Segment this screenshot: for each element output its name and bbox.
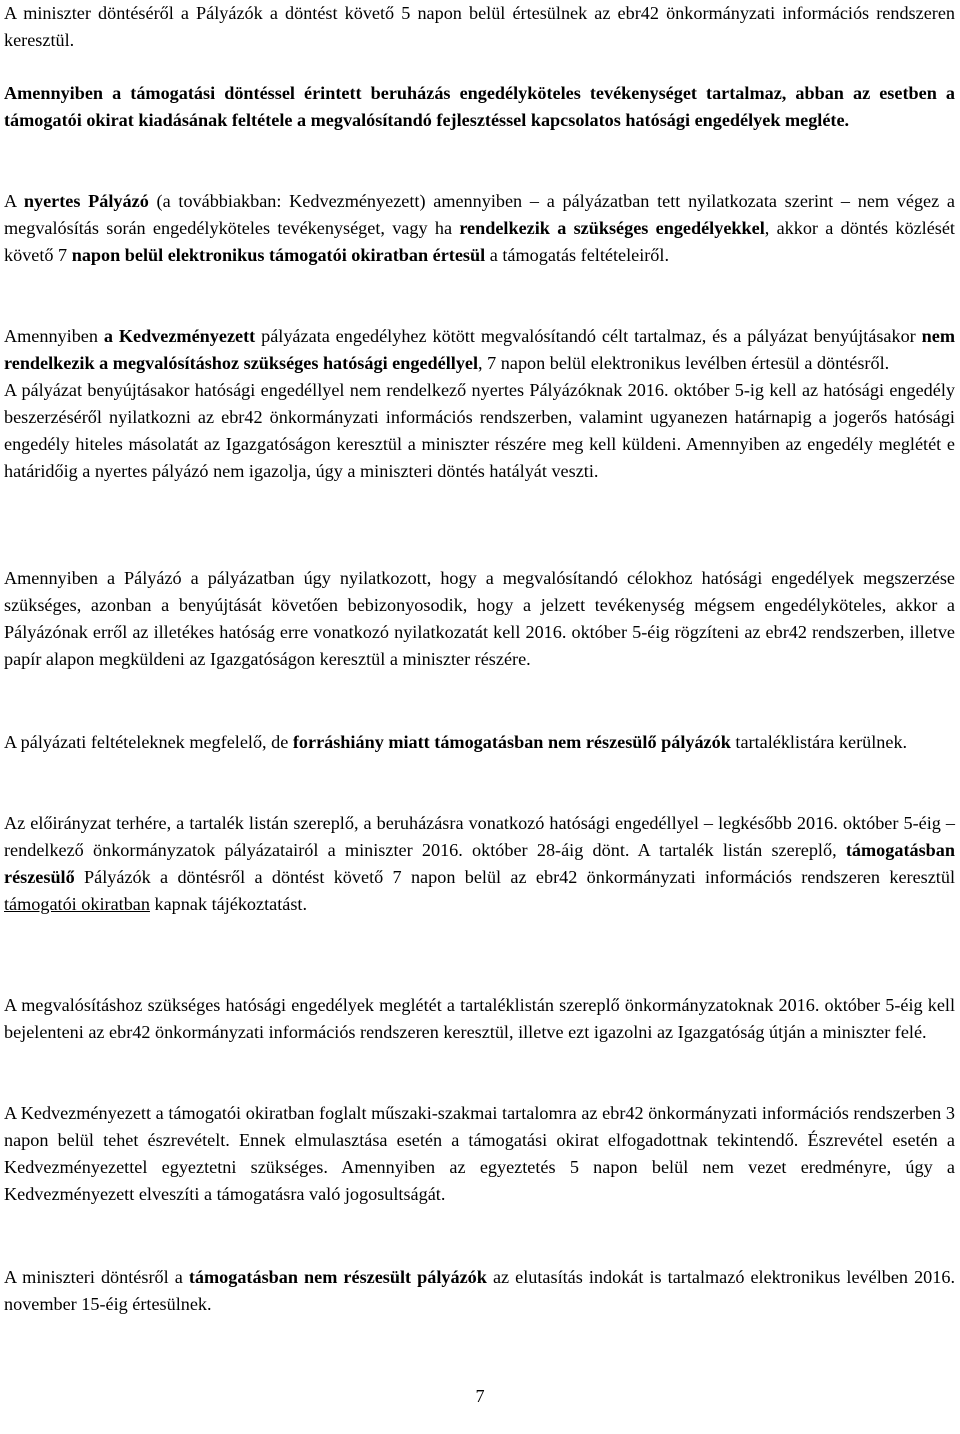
text-run: A [4,191,24,211]
text-run: A pályázati feltételeknek megfelelő, de [4,732,293,752]
paragraph-permit-requirement [4,80,955,134]
paragraph-no-permit-needed: Amennyiben a Pályázó a pályázatban úgy nyilatkozott, hogy a megvalósítandó célokhoz hatósági engedélyek megszerzése szükséges, azonban a benyújtását követően bebizonyosodik, hogy a jelzett tevékenység mégsem engedélyköteles, akkor a Pályázónak erről az illetékes hatóság erre vonatkozó nyilatkozatát kell 2016. október 5-éig rögzíteni az ebr42 rendszerben, illetve papír alapon megküldeni az Igazgatóságon keresztül a miniszter részére. [4,568,955,669]
text-run: tartaléklistára kerülnek. [730,732,908,752]
bold-text: támogatásban nem részesült pályázók [188,1267,487,1287]
paragraph-reserve-decision [4,810,955,918]
text-run: kapnak tájékoztatást. [149,894,308,914]
text-run: Pályázók a döntésről a döntést követő 7 napon belül az ebr42 önkormányzati információs rendszeren keresztül [74,867,955,887]
bold-text: rendelkezik a szükséges engedélyekkel [459,218,765,238]
bold-text: Amennyiben a támogatási döntéssel érintett beruházás engedélyköteles tevékenységet tartalmaz, abban az esetben a támogatói okirat kiadásának feltétele a megvalósítandó fejlesztéssel kapcsolatos hatósági engedélyek megléte. [4,83,955,130]
text-run: a támogatás feltételeiről. [485,245,669,265]
underlined-text: támogatói okiratban [4,894,150,914]
paragraph-winning-applicant [4,188,955,269]
bold-text: támogatásban részesülő [4,840,955,887]
text-run: , akkor a döntés közlését követő 7 [4,218,955,265]
bold-text: forráshiány miatt támogatásban nem részesülő pályázók [292,732,731,752]
text-run: , 7 napon belül elektronikus levélben értesül a döntésről. [478,353,890,373]
page-number: 7 [475,1386,485,1406]
text-run: Amennyiben [4,326,104,346]
bold-text: nyertes Pályázó [23,191,149,211]
text-run: A pályázat benyújtásakor hatósági engedéllyel nem rendelkező nyertes Pályázóknak 2016. október 5-ig kell az hatósági engedély beszerzéséről nyilatkozni az ebr42 önkormányzati információs rendszerben, valamint ugyanezen határnapig a jogerős hatósági engedély hiteles másolatát az Igazgatóságon keresztül a miniszter részére meg kell küldeni. Amennyiben az engedély meglétét e határidőig a nyertes pályázó nem igazolja, úgy a miniszteri döntés hatályát veszti. [4,380,955,481]
paragraph-reserve-permits: A megvalósításhoz szükséges hatósági engedélyek meglétét a tartaléklistán szereplő önkormányzatoknak 2016. október 5-éig kell bejelenteni az ebr42 önkormányzati információs rendszeren keresztül, illetve ezt igazolni az Igazgatóság útján a miniszter felé. [4,995,955,1042]
text-run: pályázata engedélyhez kötött megvalósítandó célt tartalmaz, és a pályázat benyújtásakor [255,326,922,346]
text-run: A miniszteri döntésről a [4,1267,189,1287]
bold-text: nem rendelkezik a megvalósításhoz szükséges hatósági engedéllyel [4,326,955,373]
paragraph-beneficiary-without-permit [4,323,955,485]
text-run: az elutasítás indokát is tartalmazó elektronikus levélben 2016. november 15-éig értesülnek. [4,1267,956,1314]
bold-text: a Kedvezményezett [103,326,256,346]
paragraph-reserve-list [4,729,907,756]
text-run: Az előirányzat terhére, a tartalék listán szereplő, a beruházásra vonatkozó hatósági engedéllyel – legkésőbb 2016. október 5-éig – rendelkező önkormányzatok pályázatairól a miniszter 2016. október 28-áig dönt. A tartalék listán szereplő, [4,813,955,860]
paragraph-rejection-notice [4,1264,955,1318]
paragraph-decision-notice: A miniszter döntéséről a Pályázók a döntést követő 5 napon belül értesülnek az ebr42 önkormányzati információs rendszeren keresztül. [4,3,955,50]
text-run: (a továbbiakban: Kedvezményezett) amennyiben – a pályázatban tett nyilatkozata szerint – nem végez a megvalósítás során engedélyköteles tevékenységet, vagy ha [4,191,956,238]
paragraph-comments: A Kedvezményezett a támogatói okiratban foglalt műszaki-szakmai tartalomra az ebr42 önkormányzati információs rendszerben 3 napon belül tehet észrevételt. Ennek elmulasztása esetén a támogatási okirat elfogadottnak tekintendő. Észrevétel esetén a Kedvezményezettel egyeztetni szükséges. Amennyiben az egyeztetés 5 napon belül nem vezet eredményre, úgy a Kedvezményezett elveszíti a támogatásra való jogosultságát. [4,1103,955,1204]
bold-text: napon belül elektronikus támogatói okiratban értesül [71,245,486,265]
